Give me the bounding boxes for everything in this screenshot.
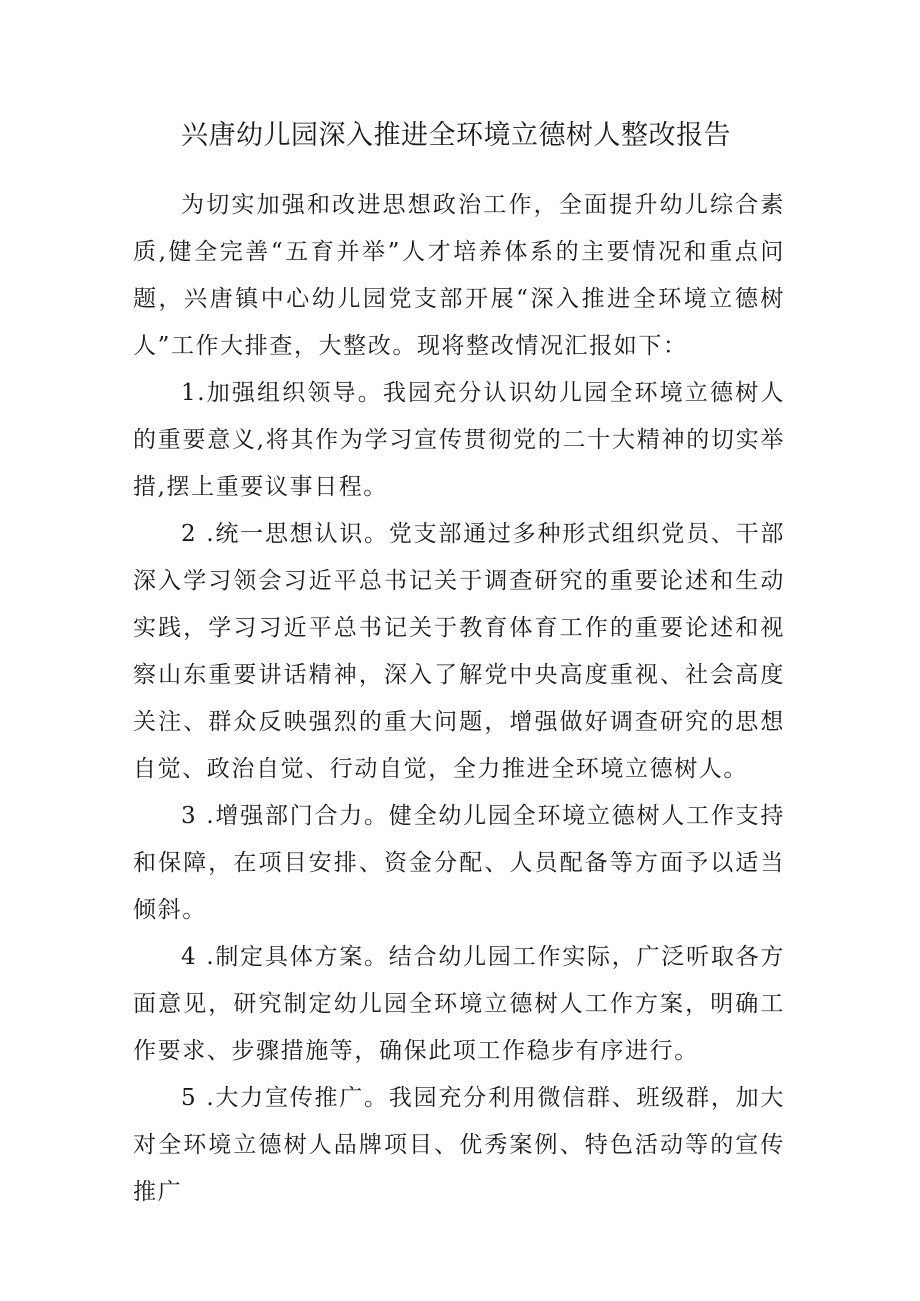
item-3-paragraph: 3 .增强部门合力。健全幼儿园全环境立德树人工作支持和保障，在项目安排、资金分配、人员配备等方面予以适当倾斜。 [133,803,785,923]
item-2-paragraph: 2 .统一思想认识。党支部通过多种形式组织党员、干部深入学习领会习近平总书记关于调查研究的重要论述和生动实践，学习习近平总书记关于教育体育工作的重要论述和视察山东重要讲话精神，深入了解党中央高度重视、社会高度关注、群众反映强烈的重大问题，增强做好调查研究的思想自觉、政治自觉、行动自觉，全力推进全环境立德树人。 [133,521,785,782]
document-title: 兴唐幼儿园深入推进全环境立德树人整改报告 [181,120,731,151]
item-1-paragraph: 1.加强组织领导。我园充分认识幼儿园全环境立德树人的重要意义,将其作为学习宣传贯彻党的二十大精神的切实举措,摆上重要议事日程。 [133,380,785,500]
document-body [133,182,785,1216]
intro-paragraph: 为切实加强和改进思想政治工作，全面提升幼儿综合素质,健全完善“五育并举”人才培养体系的主要情况和重点问题，兴唐镇中心幼儿园党支部开展“深入推进全环境立德树人”工作大排查，大整改。现将整改情况汇报如下： [133,192,785,359]
item-5-paragraph: 5 .大力宣传推广。我园充分利用微信群、班级群，加大对全环境立德树人品牌项目、优秀案例、特色活动等的宣传推广 [133,1085,785,1205]
item-4-paragraph: 4 .制定具体方案。结合幼儿园工作实际，广泛听取各方面意见，研究制定幼儿园全环境立德树人工作方案，明确工作要求、步骤措施等，确保此项工作稳步有序进行。 [133,944,785,1064]
